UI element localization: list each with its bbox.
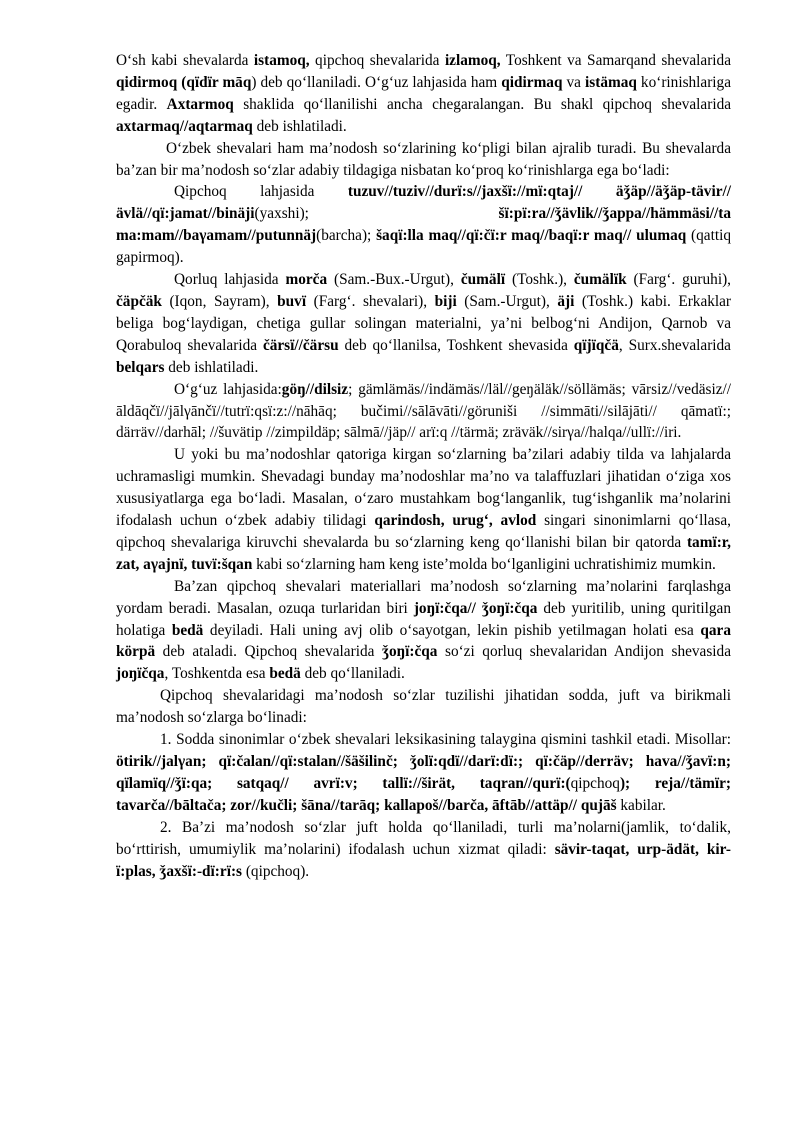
bold-term: qidirmoq (qïdïr māq — [116, 73, 252, 91]
bold-term: sävir-taqat, urp-ädät, kir-ï:plas, ǯaxšï:-dï:rï:s — [116, 840, 731, 880]
bold-term: göŋ//dilsiz — [281, 380, 349, 398]
text-run: O‘g‘uz lahjasida: — [174, 380, 282, 398]
text-run: deyiladi. Hali uning avj olib o‘sayotgan, lekin pishib yetilmagan holati esa — [203, 621, 701, 639]
paragraph — [116, 817, 731, 883]
text-run: shaklida qo‘llanilishi ancha chegaralangan. Bu shakl qipchoq shevalarida — [233, 95, 732, 113]
text-run: (Farg‘. guruhi), — [626, 271, 731, 289]
text-run: ) deb qo‘llaniladi. O‘g‘uz lahjasida ham — [251, 73, 502, 91]
text-run: qipchoq shevalarida — [309, 52, 445, 69]
bold-term: qidirmaq — [501, 73, 563, 91]
bold-term: joŋïčqa — [116, 665, 165, 683]
paragraph — [116, 729, 731, 817]
bold-term: izlamoq, — [444, 52, 501, 69]
text-run: va — [562, 73, 586, 91]
bold-term: čumälï — [460, 271, 506, 289]
document-page — [116, 50, 731, 882]
text-run: deb qo‘llanilsa, Toshkent shevasida — [338, 336, 574, 354]
text-run: ; gämlämäs//indämäs//läl//geŋäläk//söllämäs; vārsiz//vedäsiz//āldāqčï//jālγānčï//tutrï:qsï:z://nāhāq; bučimi//sālāvāti//göruniši //simmāti//silājāti// qāmatï:; därräv//darhāl; //šuvätip //zimpildäp; sālmā//jäp// arï:q //tärmä; zräväk//sirγa//halqa//ullï://iri. — [116, 380, 731, 442]
bold-term: belqars — [116, 358, 165, 376]
paragraph — [116, 444, 731, 575]
text-run: (qattiq gapirmoq). — [116, 227, 731, 267]
text-run: qipchoq — [570, 774, 620, 792]
text-run: (Iqon, Sayram), — [161, 292, 278, 310]
text-run: deb yuritilib, uning quritilgan holatiga — [116, 599, 731, 639]
bold-term: Axtarmoq — [166, 95, 234, 113]
bold-term: morča — [285, 271, 328, 289]
bold-term: joŋï:čqa// ǯoŋï:čqa — [413, 599, 538, 617]
text-run: Ba’zan qipchoq shevalari materiallari ma’nodosh so‘zlarning ma’nolarini farqlashga yordam beradi. Masalan, ozuqa turlaridan biri — [116, 577, 731, 617]
text-run: Qorluq lahjasida — [174, 271, 286, 289]
bold-term: tuzuv//tuziv//durï:s//jaxšï://mï:qtaj// äǯäp//äǯäp-tävir//ävlä//qï:jamat//binäji — [116, 183, 731, 223]
text-run: Qipchoq shevalaridagi ma’nodosh so‘zlar tuzilishi jihatidan sodda, juft va birikmali ma’nodosh so‘zlarga bo‘linadi: — [116, 687, 731, 727]
paragraph — [116, 576, 731, 686]
bold-term: ǯoŋï:čqa — [381, 643, 438, 661]
text-run: Qipchoq lahjasida — [174, 183, 348, 201]
bold-term: čärsï//čärsu — [262, 336, 339, 354]
bold-term: buvï — [277, 292, 307, 310]
text-run: (Sam.-Urgut), — [456, 292, 558, 310]
text-run: (Toshk.), — [505, 271, 574, 289]
bold-term: bedä — [269, 665, 301, 683]
paragraph — [116, 138, 731, 182]
paragraph — [116, 50, 731, 138]
paragraph — [116, 269, 731, 379]
text-run: ko‘rinishlariga egadir. — [116, 73, 731, 113]
bold-term: ); reja//tämïr; tavarča//bāltača; zor//kučli; šāna//tarāq; kallapoš//barča, āftāb//attäp// qujāš — [116, 774, 731, 814]
text-run: (yaxshi); — [254, 205, 499, 223]
paragraph — [116, 685, 731, 729]
text-run: deb qo‘llaniladi. — [300, 665, 405, 683]
bold-term: čumälïk — [573, 271, 627, 289]
bold-term: axtarmaq//aqtarmaq — [116, 117, 253, 135]
bold-term: biji — [434, 292, 457, 310]
text-run: U yoki bu ma’nodoshlar qatoriga kirgan so‘zlarning ba’zilari adabiy tilda va lahjalarda uchramasligi mumkin. Shevadagi bunday ma’nodoshlar ma’no va talaffuzlari jihatidan o‘ziga xos xususiyatlarga ega bo‘ladi. Masalan, o‘zaro mustahkam bog‘langanlik, tug‘ishganlik ma’nolarini ifodalash uchun o‘zbek adabiy tilidagi — [116, 446, 731, 530]
text-run: (Farg‘. shevalari), — [306, 292, 435, 310]
bold-term: qara körpä — [116, 621, 731, 661]
text-run: 2. Ba’zi ma’nodosh so‘zlar juft holda qo‘llaniladi, turli ma’nolarni(jamlik, to‘dalik, bo‘rttirish, umumiylik ma’nolarini) ifodalash uchun xizmat qiladi: — [116, 818, 731, 858]
text-run: (Sam.-Bux.-Urgut), — [327, 271, 461, 289]
bold-term: qïjïqčä — [573, 336, 619, 354]
text-run: deb ataladi. Qipchoq shevalarida — [155, 643, 382, 661]
text-run: (Toshk.) kabi. Erkaklar beliga bog‘laydigan, chetiga gullar solingan materialni, ya’ni belbog‘ni Andijon, Qarnob va Qorabuloq shevalarida — [116, 292, 732, 354]
text-run: , Toshkentda esa — [164, 665, 270, 683]
paragraph — [116, 181, 731, 269]
text-run: deb ishlatiladi. — [164, 358, 259, 376]
bold-term: bedä — [171, 621, 204, 639]
text-run: singari sinonimlarni qo‘llasa, qipchoq shevalariga kiruvchi shevalarda bu so‘zlarning keng qo‘llanishi bilan bir qatorda — [116, 512, 731, 551]
text-run: O‘zbek shevalari ham ma’nodosh so‘zlarining ko‘pligi bilan ajralib turadi. Bu shevalarda ba’zan bir ma’nodosh so‘zlar adabiy tildagiga nisbatan ko‘proq ko‘rinishlarga ega bo‘ladi: — [116, 139, 731, 179]
text-run: deb ishlatiladi. — [252, 117, 347, 135]
paragraph — [116, 379, 731, 445]
bold-term: istamoq, — [253, 52, 310, 69]
text-run: O‘sh kabi shevalarda — [116, 52, 254, 69]
text-run: Toshkent va Samarqand shevalarida — [500, 52, 731, 69]
bold-term: istämaq — [585, 73, 637, 91]
text-run: 1. Sodda sinonimlar o‘zbek shevalari leksikasining talaygina qismini tashkil etadi. Misollar: — [160, 731, 731, 749]
bold-term: čäpčäk — [116, 292, 162, 310]
bold-term: šï:pï:ra//ǯävlik//ǯappa//hämmäsi//ta ma:mam//baγamam//putunnäj — [116, 205, 731, 245]
bold-term: ötirik//jalγan; qï:čalan//qï:stalan//šäšilinč; ǯolï:qdï//darï:dï:; qï:čäp//derräv; hava//ǯavï:n; qïlamïq//ǯï:qa; satqaq// avrï:v; tallï://širät, taqran//qurï:( — [116, 753, 731, 792]
text-run: kabi so‘zlarning ham keng iste’molda bo‘lganligini uchratishimiz mumkin. — [252, 555, 716, 573]
bold-term: šaqï:lla maq//qï:čï:r maq//baqï:r maq// ulumaq — [376, 227, 687, 245]
text-run: , Surx.shevalarida — [618, 336, 731, 354]
bold-term: qarindosh, urug‘, avlod — [374, 512, 537, 530]
bold-term: tamï:r, zat, aγajnï, tuvï:šqan — [116, 533, 731, 573]
text-run: (qipchoq). — [242, 862, 310, 880]
bold-term: äji — [557, 292, 575, 310]
text-run: kabilar. — [616, 796, 666, 814]
text-run: so‘zi qorluq shevalaridan Andijon shevasida — [437, 643, 731, 661]
text-run: (barcha); — [316, 227, 377, 245]
